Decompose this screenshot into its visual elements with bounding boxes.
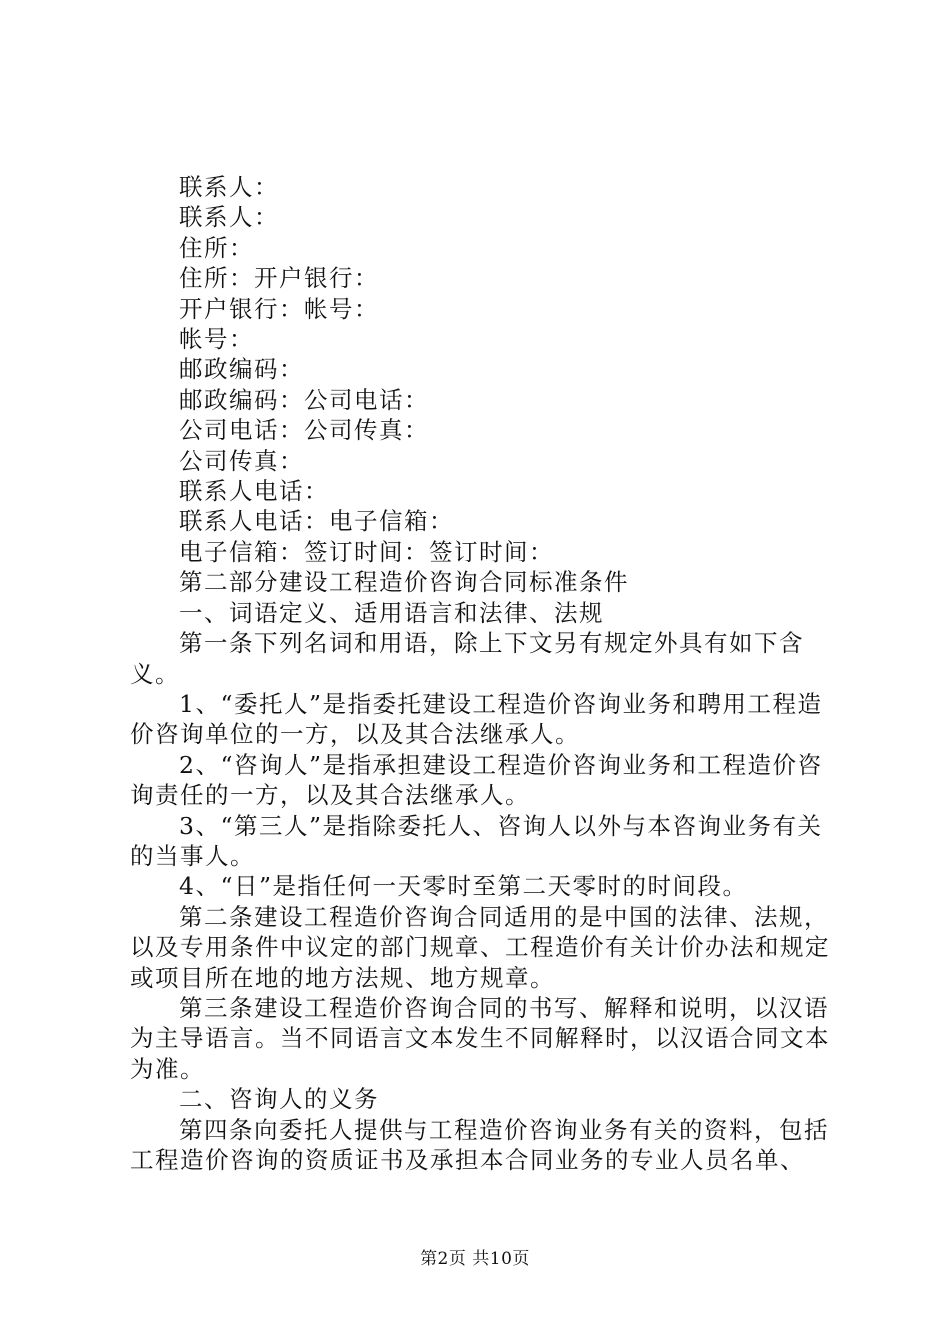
paragraph: 4、“日”是指任何一天零时至第二天零时的时间段。 [179,872,748,901]
paragraph: 1、“委托人”是指委托建设工程造价咨询业务和聘用工程造价咨询单位的一方，以及其合法继承人。 [130,689,823,749]
paragraph: 3、“第三人”是指除委托人、咨询人以外与本咨询业务有关的当事人。 [130,811,823,870]
text-line: 联系人： [179,203,279,232]
section-heading: 二、咨询人的义务 [179,1085,379,1114]
text-line: 邮政编码：公司电话： [179,385,429,414]
section-heading: 第二部分建设工程造价咨询合同标准条件 [179,568,629,597]
paragraph: 第三条建设工程造价咨询合同的书写、解释和说明，以汉语为主导语言。当不同语言文本发生不同解释时，以汉语合同文本为准。 [130,993,830,1083]
paragraph: 第二条建设工程造价咨询合同适用的是中国的法律、法规，以及专用条件中议定的部门规章、工程造价有关计价办法和规定或项目所在地的地方法规、地方规章。 [130,902,830,992]
section-heading: 一、词语定义、适用语言和法律、法规 [179,598,604,627]
text-line: 开户银行：帐号： [179,294,379,323]
paragraph: 第四条向委托人提供与工程造价咨询业务有关的资料，包括工程造价咨询的资质证书及承担本合同业务的专业人员名单、 [130,1115,829,1174]
text-line: 联系人电话： [179,477,329,506]
text-line: 住所： [179,233,254,262]
text-line: 邮政编码： [179,355,304,384]
page-footer: 第2页 共10页 [420,1249,530,1269]
text-line: 住所：开户银行： [179,264,379,293]
text-line: 公司电话：公司传真： [179,416,429,445]
text-line: 电子信箱：签订时间：签订时间： [179,537,554,566]
text-line: 联系人： [179,173,279,201]
document-body [130,172,840,1175]
paragraph: 第一条下列名词和用语，除上下文另有规定外具有如下含义。 [130,629,804,688]
text-line: 帐号： [179,325,254,354]
text-line: 联系人电话：电子信箱： [179,507,454,536]
paragraph: 2、“咨询人”是指承担建设工程造价咨询业务和工程造价咨询责任的一方，以及其合法继承人。 [130,750,823,810]
text-line: 公司传真： [179,446,304,475]
